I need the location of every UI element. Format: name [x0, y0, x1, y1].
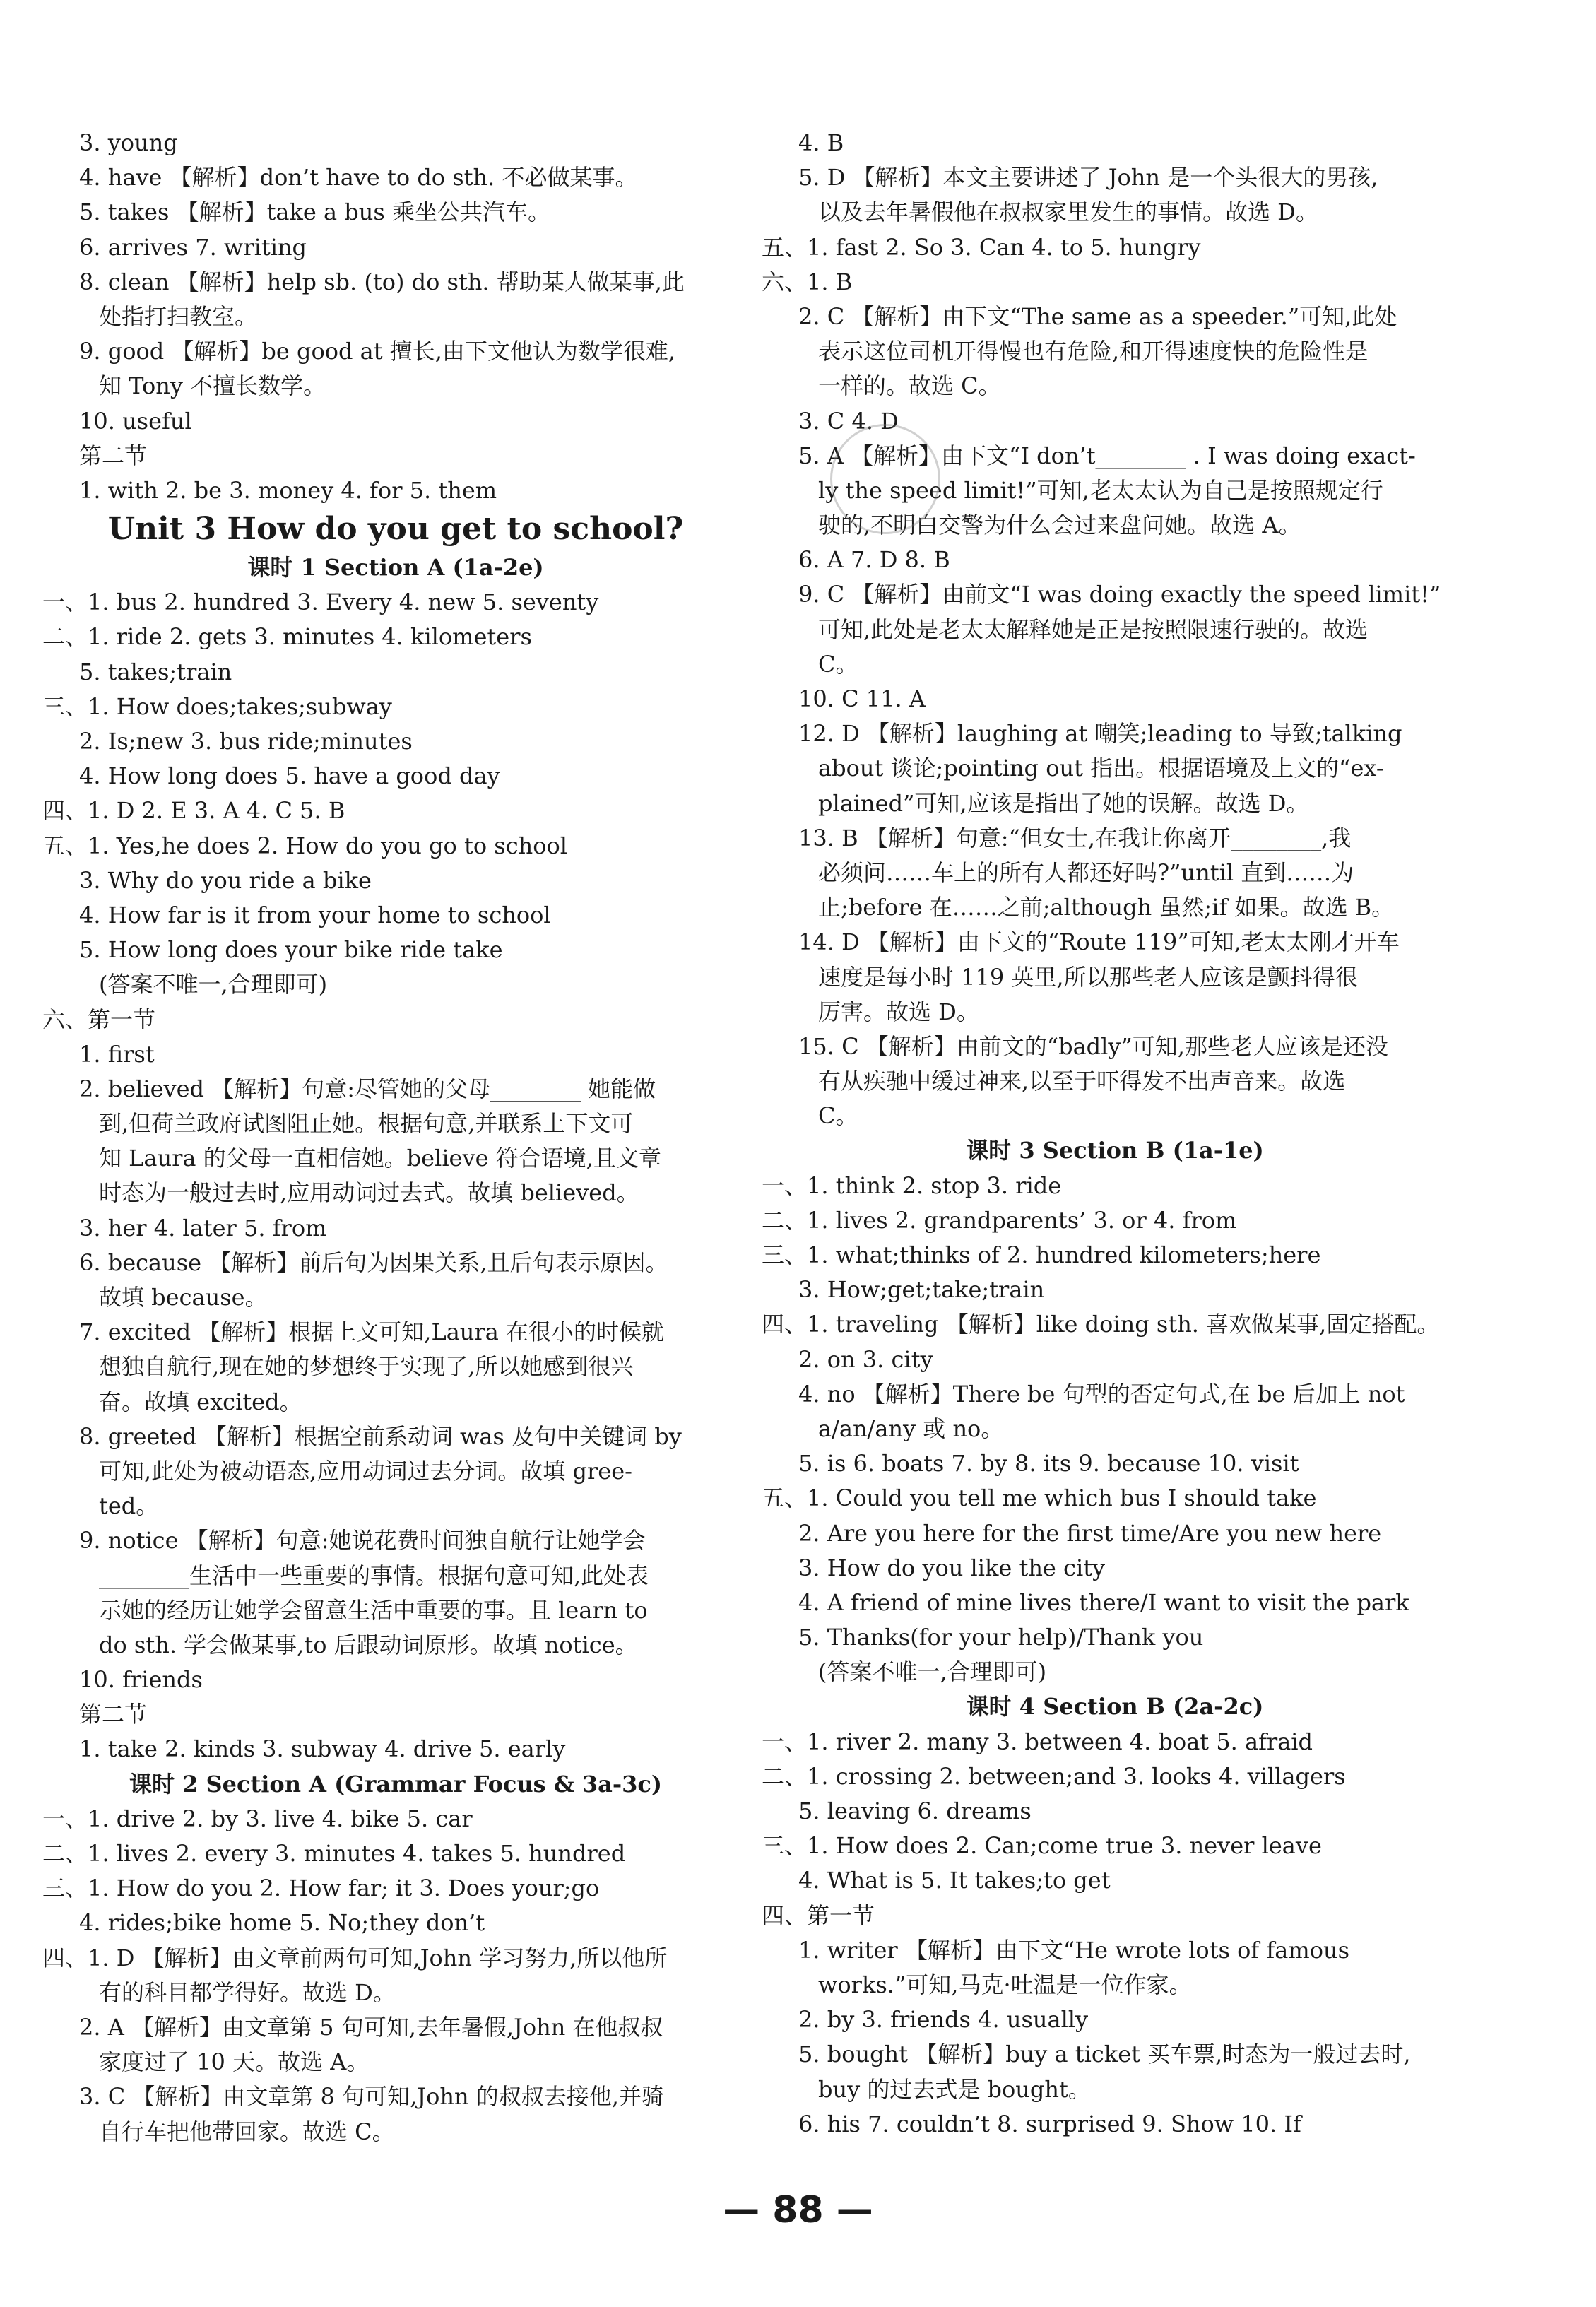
text-line: 4. B: [798, 129, 844, 156]
text-line: 止;before 在……之前;although 虽然;if 如果。故选 B。: [818, 894, 1395, 921]
text-line: 1. writer 【解析】由下文“He wrote lots of famous: [798, 1936, 1349, 1964]
text-line: 示她的经历让她学会留意生活中重要的事。且 learn to: [99, 1596, 648, 1624]
text-line: 二、1. ride 2. gets 3. minutes 4. kilometers: [42, 623, 532, 651]
text-line: 知 Laura 的父母一直相信她。believe 符合语境,且文章: [99, 1145, 661, 1172]
text-line: 15. C 【解析】由前文的“badly”可知,那些老人应该是还没: [798, 1032, 1388, 1060]
text-line: 1. first: [79, 1040, 155, 1068]
text-line: 2. Are you here for the first time/Are you new here: [798, 1519, 1382, 1547]
text-line: (答案不唯一,合理即可): [99, 971, 328, 998]
text-line: 第二节: [79, 1701, 148, 1728]
text-line: works.”可知,马克·吐温是一位作家。: [818, 1971, 1192, 1998]
text-line: 知 Tony 不擅长数学。: [99, 372, 326, 400]
text-line: 三、1. How does;takes;subway: [42, 692, 392, 720]
text-line: 8. clean 【解析】help sb. (to) do sth. 帮助某人做某事,此: [79, 268, 685, 295]
text-line: 一、1. river 2. many 3. between 4. boat 5. afraid: [762, 1728, 1313, 1755]
text-line: 课时 1 Section A (1a-2e): [247, 554, 544, 582]
text-line: 3. C 【解析】由文章第 8 句可知,John 的叔叔去接他,并骑: [79, 2083, 664, 2111]
text-line: ted。: [99, 1492, 159, 1520]
text-line: 课时 3 Section B (1a-1e): [966, 1137, 1264, 1164]
text-line: 表示这位司机开得慢也有危险,和开得速度快的危险性是: [818, 338, 1369, 365]
text-line: 家度过了 10 天。故选 A。: [99, 2048, 370, 2076]
text-line: 故填 because。: [99, 1284, 268, 1311]
text-line: buy 的过去式是 bought。: [818, 2075, 1091, 2103]
text-line: 10. friends: [79, 1666, 203, 1694]
text-line: about 谈论;pointing out 指出。根据语境及上文的“ex-: [818, 755, 1384, 782]
text-line: 二、1. lives 2. every 3. minutes 4. takes 5. hundred: [42, 1840, 626, 1867]
text-line: plained”可知,应该是指出了她的误解。故选 D。: [818, 789, 1309, 817]
text-line: 6. arrives 7. writing: [79, 233, 307, 261]
text-line: 驶的,不明白交警为什么会过来盘问她。故选 A。: [818, 512, 1301, 539]
text-line: 5. is 6. boats 7. by 8. its 9. because 10. visit: [798, 1450, 1299, 1477]
text-line: 7. excited 【解析】根据上文可知,Laura 在很小的时候就: [79, 1318, 664, 1346]
page-number: — 88 —: [723, 2189, 873, 2231]
text-line: 5. A 【解析】由下文“I don’t________ . I was doing exact-: [798, 442, 1416, 469]
text-line: 4. A friend of mine lives there/I want to visit the park: [798, 1588, 1409, 1616]
text-line: 五、1. Could you tell me which bus I should take: [762, 1485, 1317, 1512]
text-line: C。: [818, 1102, 858, 1130]
text-line: 9. notice 【解析】句意:她说花费时间独自航行让她学会: [79, 1527, 646, 1554]
text-line: 2. C 【解析】由下文“The same as a speeder.”可知,此处: [798, 302, 1397, 330]
text-line: 奋。故填 excited。: [99, 1388, 302, 1415]
text-line: 9. good 【解析】be good at 擅长,由下文他认为数学很难,: [79, 338, 676, 365]
text-line: 12. D 【解析】laughing at 嘲笑;leading to 导致;talking: [798, 720, 1402, 748]
text-line: 可知,此处为被动语态,应用动词过去分词。故填 gree-: [99, 1457, 632, 1485]
text-line: 4. have 【解析】don’t have to do sth. 不必做某事。: [79, 164, 638, 191]
text-line: 六、1. B: [762, 268, 853, 295]
text-line: 4. How long does 5. have a good day: [79, 762, 500, 790]
text-line: ________生活中一些重要的事情。根据句意可知,此处表: [99, 1562, 649, 1589]
text-line: 一、1. think 2. stop 3. ride: [762, 1172, 1062, 1199]
text-line: 速度是每小时 119 英里,所以那些老人应该是颤抖得很: [818, 963, 1358, 991]
text-line: 自行车把他带回家。故选 C。: [99, 2118, 395, 2145]
text-line: 厉害。故选 D。: [818, 998, 979, 1025]
text-line: 5. Thanks(for your help)/Thank you: [798, 1624, 1204, 1651]
text-line: C。: [818, 650, 858, 678]
text-line: 课时 4 Section B (2a-2c): [966, 1693, 1264, 1721]
text-line: 5. leaving 6. dreams: [798, 1798, 1032, 1824]
text-line: a/an/any 或 no。: [818, 1415, 1004, 1442]
text-line: 五、1. fast 2. So 3. Can 4. to 5. hungry: [762, 233, 1201, 261]
text-line: 一、1. bus 2. hundred 3. Every 4. new 5. seventy: [42, 589, 599, 616]
text-line: 有从疾驰中缓过神来,以至于吓得发不出声音来。故选: [818, 1068, 1346, 1095]
text-line: ly the speed limit!”可知,老太太认为自己是按照规定行: [818, 476, 1383, 504]
text-line: 5. takes 【解析】take a bus 乘坐公共汽车。: [79, 199, 550, 226]
text-line: 四、1. D 2. E 3. A 4. C 5. B: [42, 797, 345, 825]
text-line: 3. Why do you ride a bike: [79, 866, 372, 894]
text-line: 三、1. what;thinks of 2. hundred kilometers;here: [762, 1241, 1321, 1268]
text-line: 四、1. D 【解析】由文章前两句可知,John 学习努力,所以他所: [42, 1944, 668, 1971]
text-line: 5. bought 【解析】buy a ticket 买车票,时态为一般过去时,: [798, 2041, 1411, 2068]
text-line: 2. A 【解析】由文章第 5 句可知,去年暑假,John 在他叔叔: [79, 2013, 663, 2041]
text-line: 六、第一节: [42, 1005, 156, 1033]
text-line: 5. How long does your bike ride take: [79, 936, 503, 964]
text-line: 2. on 3. city: [798, 1345, 933, 1373]
text-line: 四、第一节: [762, 1901, 875, 1929]
text-line: 第二节: [79, 442, 148, 469]
text-line: 3. How do you like the city: [798, 1554, 1106, 1581]
text-line: 想独自航行,现在她的梦想终于实现了,所以她感到很兴: [99, 1353, 634, 1381]
text-line: 4. How far is it from your home to school: [79, 901, 551, 928]
text-line: 处指打扫教室。: [99, 302, 258, 330]
text-line: 可知,此处是老太太解释她是正是按照限速行驶的。故选: [818, 615, 1369, 643]
text-line: 2. by 3. friends 4. usually: [798, 2006, 1089, 2034]
text-line: 到,但荷兰政府试图阻止她。根据句意,并联系上下文可: [99, 1110, 634, 1138]
text-line: 一样的。故选 C。: [818, 372, 1001, 400]
text-line: 10. C 11. A: [798, 685, 926, 712]
text-line: Unit 3 How do you get to school?: [107, 511, 684, 548]
text-line: 有的科目都学得好。故选 D。: [99, 1978, 396, 2006]
text-line: 2. Is;new 3. bus ride;minutes: [79, 728, 413, 755]
text-line: 时态为一般过去时,应用动词过去式。故填 believed。: [99, 1179, 639, 1207]
left-column: [42, 126, 749, 2149]
text-line: 4. no 【解析】There be 句型的否定句式,在 be 后加上 not: [798, 1380, 1405, 1408]
text-line: 五、1. Yes,he does 2. How do you go to school: [42, 832, 568, 859]
text-line: 课时 2 Section A (Grammar Focus & 3a-3c): [129, 1770, 663, 1798]
text-line: (答案不唯一,合理即可): [818, 1658, 1047, 1686]
text-line: do sth. 学会做某事,to 后跟动词原形。故填 notice。: [99, 1631, 638, 1658]
text-line: 10. useful: [79, 407, 192, 435]
text-line: 4. rides;bike home 5. No;they don’t: [79, 1909, 485, 1937]
text-line: 三、1. How does 2. Can;come true 3. never leave: [762, 1832, 1322, 1860]
text-line: 2. believed 【解析】句意:尽管她的父母________ 她能做: [79, 1075, 656, 1102]
text-line: 5. D 【解析】本文主要讲述了 John 是一个头很大的男孩,: [798, 164, 1378, 191]
text-line: 6. A 7. D 8. B: [798, 546, 950, 574]
text-line: 二、1. lives 2. grandparents’ 3. or 4. from: [762, 1206, 1237, 1234]
text-line: 3. her 4. later 5. from: [79, 1214, 327, 1241]
text-line: 二、1. crossing 2. between;and 3. looks 4. villagers: [762, 1762, 1346, 1790]
text-line: 5. takes;train: [79, 658, 232, 685]
text-line: 6. because 【解析】前后句为因果关系,且后句表示原因。: [79, 1249, 668, 1276]
text-line: 1. take 2. kinds 3. subway 4. drive 5. early: [79, 1735, 566, 1763]
text-line: 14. D 【解析】由下文的“Route 119”可知,老太太刚才开车: [798, 928, 1400, 956]
text-line: 13. B 【解析】句意:“但女士,在我让你离开________,我: [798, 824, 1352, 851]
text-line: 3. young: [79, 129, 178, 156]
text-line: 3. How;get;take;train: [798, 1276, 1045, 1304]
text-line: 4. What is 5. It takes;to get: [798, 1867, 1111, 1894]
text-line: 3. C 4. D: [798, 407, 899, 435]
watermark-stamp: [830, 424, 940, 534]
text-line: 1. with 2. be 3. money 4. for 5. them: [79, 476, 497, 504]
text-line: 以及去年暑假他在叔叔家里发生的事情。故选 D。: [818, 199, 1318, 226]
text-line: 必须问……车上的所有人都还好吗?”until 直到……为: [818, 859, 1354, 886]
text-line: 一、1. drive 2. by 3. live 4. bike 5. car: [42, 1805, 473, 1832]
text-line: 9. C 【解析】由前文“I was doing exactly the speed limit!”: [798, 581, 1441, 608]
text-line: 8. greeted 【解析】根据空前系动词 was 及句中关键词 by: [79, 1422, 682, 1450]
text-line: 三、1. How do you 2. How far; it 3. Does your;go: [42, 1875, 600, 1902]
text-line: 四、1. traveling 【解析】like doing sth. 喜欢做某事,固定搭配。: [762, 1311, 1440, 1338]
text-line: 6. his 7. couldn’t 8. surprised 9. Show 10. If: [798, 2110, 1301, 2137]
